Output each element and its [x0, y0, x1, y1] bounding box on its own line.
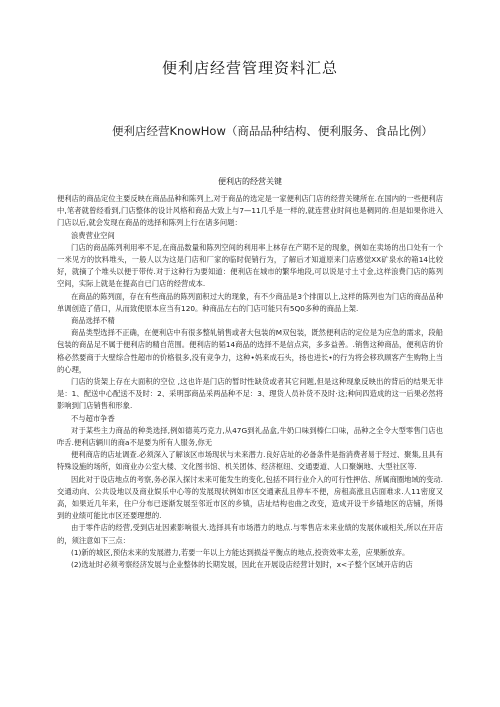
- document-subtitle: 便利店经营KnowHow（商品品种结构、便利服务、食品比例）: [112, 124, 433, 138]
- subsection-heading: 不与超市争香: [71, 413, 115, 423]
- section-heading: 便利店的经营关键: [218, 177, 282, 186]
- document-body: [57, 193, 443, 571]
- paragraph: 便利店的商品定位主要反映在商品品种和陈列上,对于商品的选定是一家便利店门店的经营关键所在.在国内的一些便利店中,笔者就曾经看到,门店整体的设计风格和商品大致上与7—11几乎是一样的,就连营业时间也是稠同的.但是如果你进入门店以后,就会发现在商品的选择和陈列上行在诸多问题：: [57, 194, 443, 228]
- paragraph: 便利商店的店址调查.必须深入了解该区市场现状与未来潜力.良好店址的必备条件是指消费者易于羟过、聚集,且具有特殊设施的场所，如商业办公室大楼、文化图书馆、机关团体、经济枢纽、交通要道、人口聚娴地、大型社区等.: [57, 450, 443, 472]
- subsection-heading: 浪费营业空间: [71, 230, 115, 240]
- paragraph: 商品类型选择不正确，在便利店中有很多整轧销售或者大包装的M双包装，既然便利店的定位是为应急的需求，段船包装的商品足不属于便利店的精自范围。便利店的韬14商品的选择不是信点宾，多多益善。.销售这种商品，便利店的价格必然要商于大壁综合性超市的价格很多,没有竞争力，这种•妈来成石头，扬也进长•的行为将会移玖顾客产生购物上当的心理，: [57, 328, 443, 374]
- paragraph: 因此对于设店地点的考察,务必深入探讨未来可能发生的变化,包括不同行业介入的可行性押估、所属商圈地域的变动.交通动向、公共设地以及商业娱乐中心等的发展现状例如市区交通紊乱且停车不便，房租高涨且店面难求.人11密度又高，如果近几年来，住户分布已逐渐发展至邻近市区的乡镇，店址结构也曲之改变，造成开设干乡锚地区的店铺，所得到的业绩可能比市区还要理想的.: [57, 474, 443, 521]
- document-title: 便利店经营管理资料汇总: [161, 59, 338, 77]
- paragraph: 由于零件店的经营,受到店址因素影响很大.选择具有市场潜力的地点.与零售店未来业绩的发展休戚相关,所以在开店的，须注意如下三点：: [57, 523, 443, 545]
- subsection-heading: 商品选择不精: [71, 316, 115, 326]
- paragraph: 门店的货架上存在大面积的空位 ,这也许是门店的暂时性缺货或者其它问题,但是这种现象反映出的背后的结果无非是：1、配送中心配送不及时：2、采明部商品采两品种不足：3、理货人员补货不及时·这;种问四造成的这一后果必然将影响到门店销售和形象.: [57, 377, 443, 411]
- paragraph: (2)选址时必须考察经济发展与企业整体的长期发展，因此在开展设店经营计划时，x<子整个区域开店的店: [71, 560, 413, 570]
- paragraph: 对于某些主力商品的种类选择,例如德英巧克力,从47G到礼品盒,牛奶口味到榛仁口味，品种之全令大型零售门店也咋舌.便利店辆川的商a不是要为所有人服务,你无: [57, 425, 443, 448]
- paragraph: 在商品的陈列面，存在有些商品的陈列面积过大的现象，有不少商品是3个排面以上,这样的陈列也为门店的商品品种单调创造了借口，从而致使原本应当有120。种商品左右的门店可能只有5Q0多种的商品上架.: [57, 291, 443, 313]
- paragraph: 门店的商品陈列利用率不足,在商品数量和陈列空间的利用率上林存在产期不足的现象，例如在卖场的出口处有一个一米见方的饮料堆头，一般人以为这是门店和厂家的临时促销行为，了解后才知道原来门店感觉XX矿泉水的箱14比较好，就摘了个堆头以便于带传.对于这种行为要知道：便利店在城市的繁华地段,可以说是寸土寸金,这样浪费门店的陈列空间，实际上就是在提高自已门店的经营成本.: [57, 242, 443, 289]
- paragraph: (1)新的城区,预估未来的发展潜力,若要一年以上方能达到损益平衡点的地点,投资效率太差，应果断放弃。: [71, 547, 410, 557]
